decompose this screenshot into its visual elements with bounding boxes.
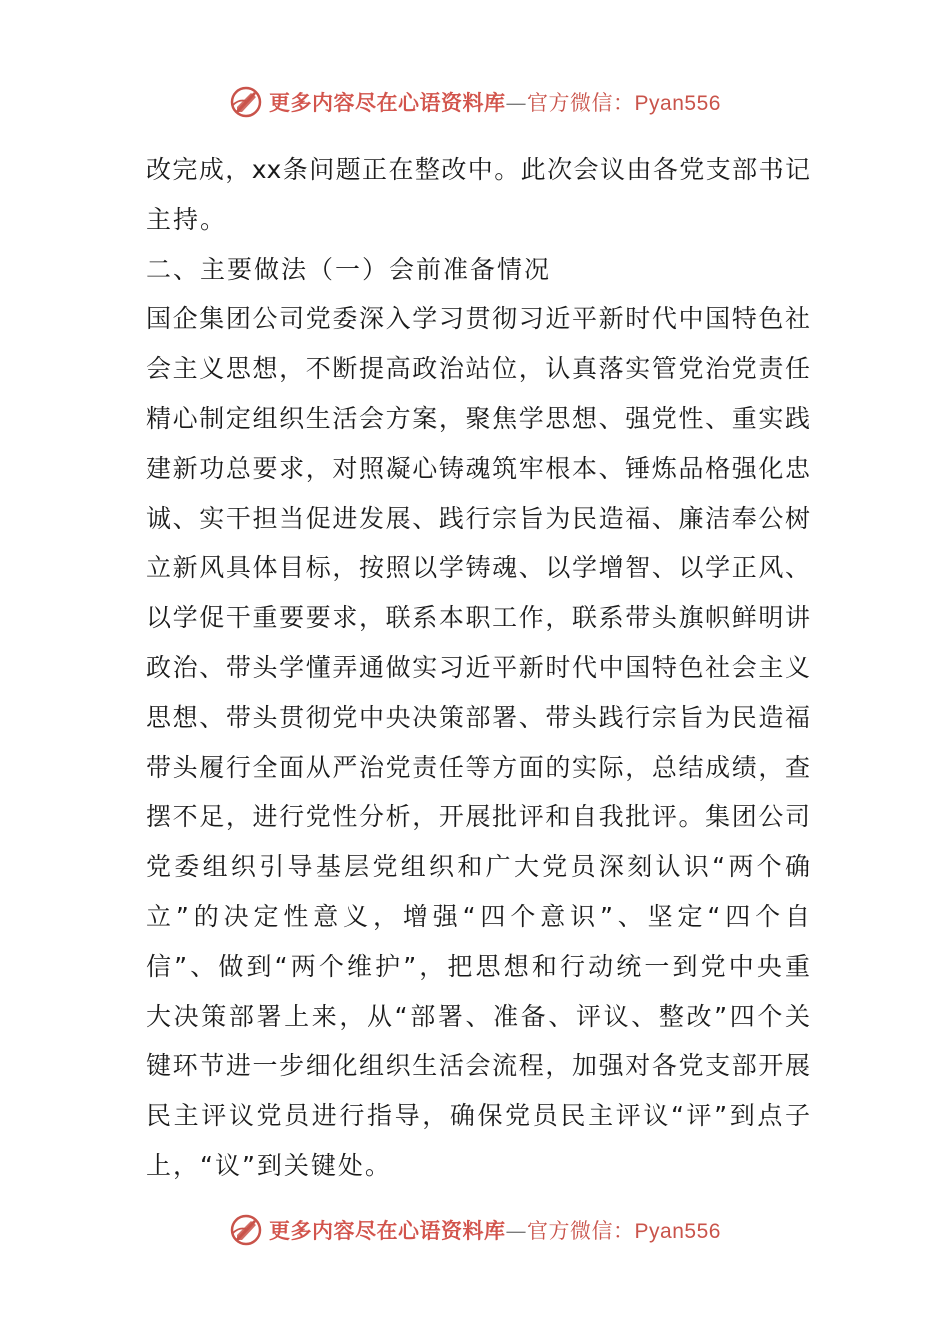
body-line: 立新风具体目标，按照以学铸魂、以学增智、以学正风、 [146,553,810,583]
pen-logo-icon [229,85,263,119]
body-line: 建新功总要求，对照凝心铸魂筑牢根本、锤炼品格强化忠 [146,453,810,483]
body-line: 信”、做到“两个维护”，把思想和行动统一到党中央重 [146,951,810,981]
watermark-label: 更多内容尽在心语资料库 [269,1218,506,1243]
watermark-text [269,1215,721,1245]
header-watermark [0,82,950,122]
pen-logo-icon [229,1213,263,1247]
watermark-id: Pyan556 [634,1220,721,1243]
body-line: 会主义思想，不断提高政治站位，认真落实管党治党责任 [146,354,810,384]
body-line: 摆不足，进行党性分析，开展批评和自我批评。集团公司 [146,802,810,832]
watermark-id: Pyan556 [634,92,721,115]
body-line: 政治、带头学懂弄通做实习近平新时代中国特色社会主义 [146,652,810,682]
body-line: 改完成，xx条问题正在整改中。此次会议由各党支部书记 [146,155,810,184]
body-line: 民主评议党员进行指导，确保党员民主评议“评”到点子 [146,1101,810,1131]
body-line: 带头履行全面从严治党责任等方面的实际，总结成绩，查 [146,752,810,782]
body-line: 以学促干重要要求，联系本职工作，联系带头旗帜鲜明讲 [146,603,810,633]
body-line: 主持。 [146,204,228,234]
body-line: 国企集团公司党委深入学习贯彻习近平新时代中国特色社 [146,304,810,334]
section-heading: 二、主要做法（一）会前准备情况 [146,254,552,284]
watermark-separator: — [505,91,528,115]
body-line: 党委组织引导基层党组织和广大党员深刻认识“两个确 [146,852,810,882]
footer-watermark [0,1210,950,1250]
body-line: 思想、带头贯彻党中央决策部署、带头践行宗旨为民造福 [146,702,810,732]
body-line: 诚、实干担当促进发展、践行宗旨为民造福、廉洁奉公树 [146,503,810,533]
body-line: 立”的决定性意义，增强“四个意识”、坚定“四个自 [146,901,810,931]
watermark-contact: 官方微信： [527,91,635,115]
body-line: 精心制定组织生活会方案，聚焦学思想、强党性、重实践 [146,403,810,433]
body-line: 键环节进一步细化组织生活会流程，加强对各党支部开展 [146,1051,810,1081]
document-body [146,145,810,1191]
watermark-separator: — [505,1219,528,1243]
body-line: 大决策部署上来，从“部署、准备、评议、整改”四个关 [146,1001,810,1031]
watermark-text [269,87,721,117]
body-line: 上，“议”到关键处。 [146,1150,392,1180]
watermark-label: 更多内容尽在心语资料库 [269,90,506,115]
watermark-contact: 官方微信： [527,1219,635,1243]
